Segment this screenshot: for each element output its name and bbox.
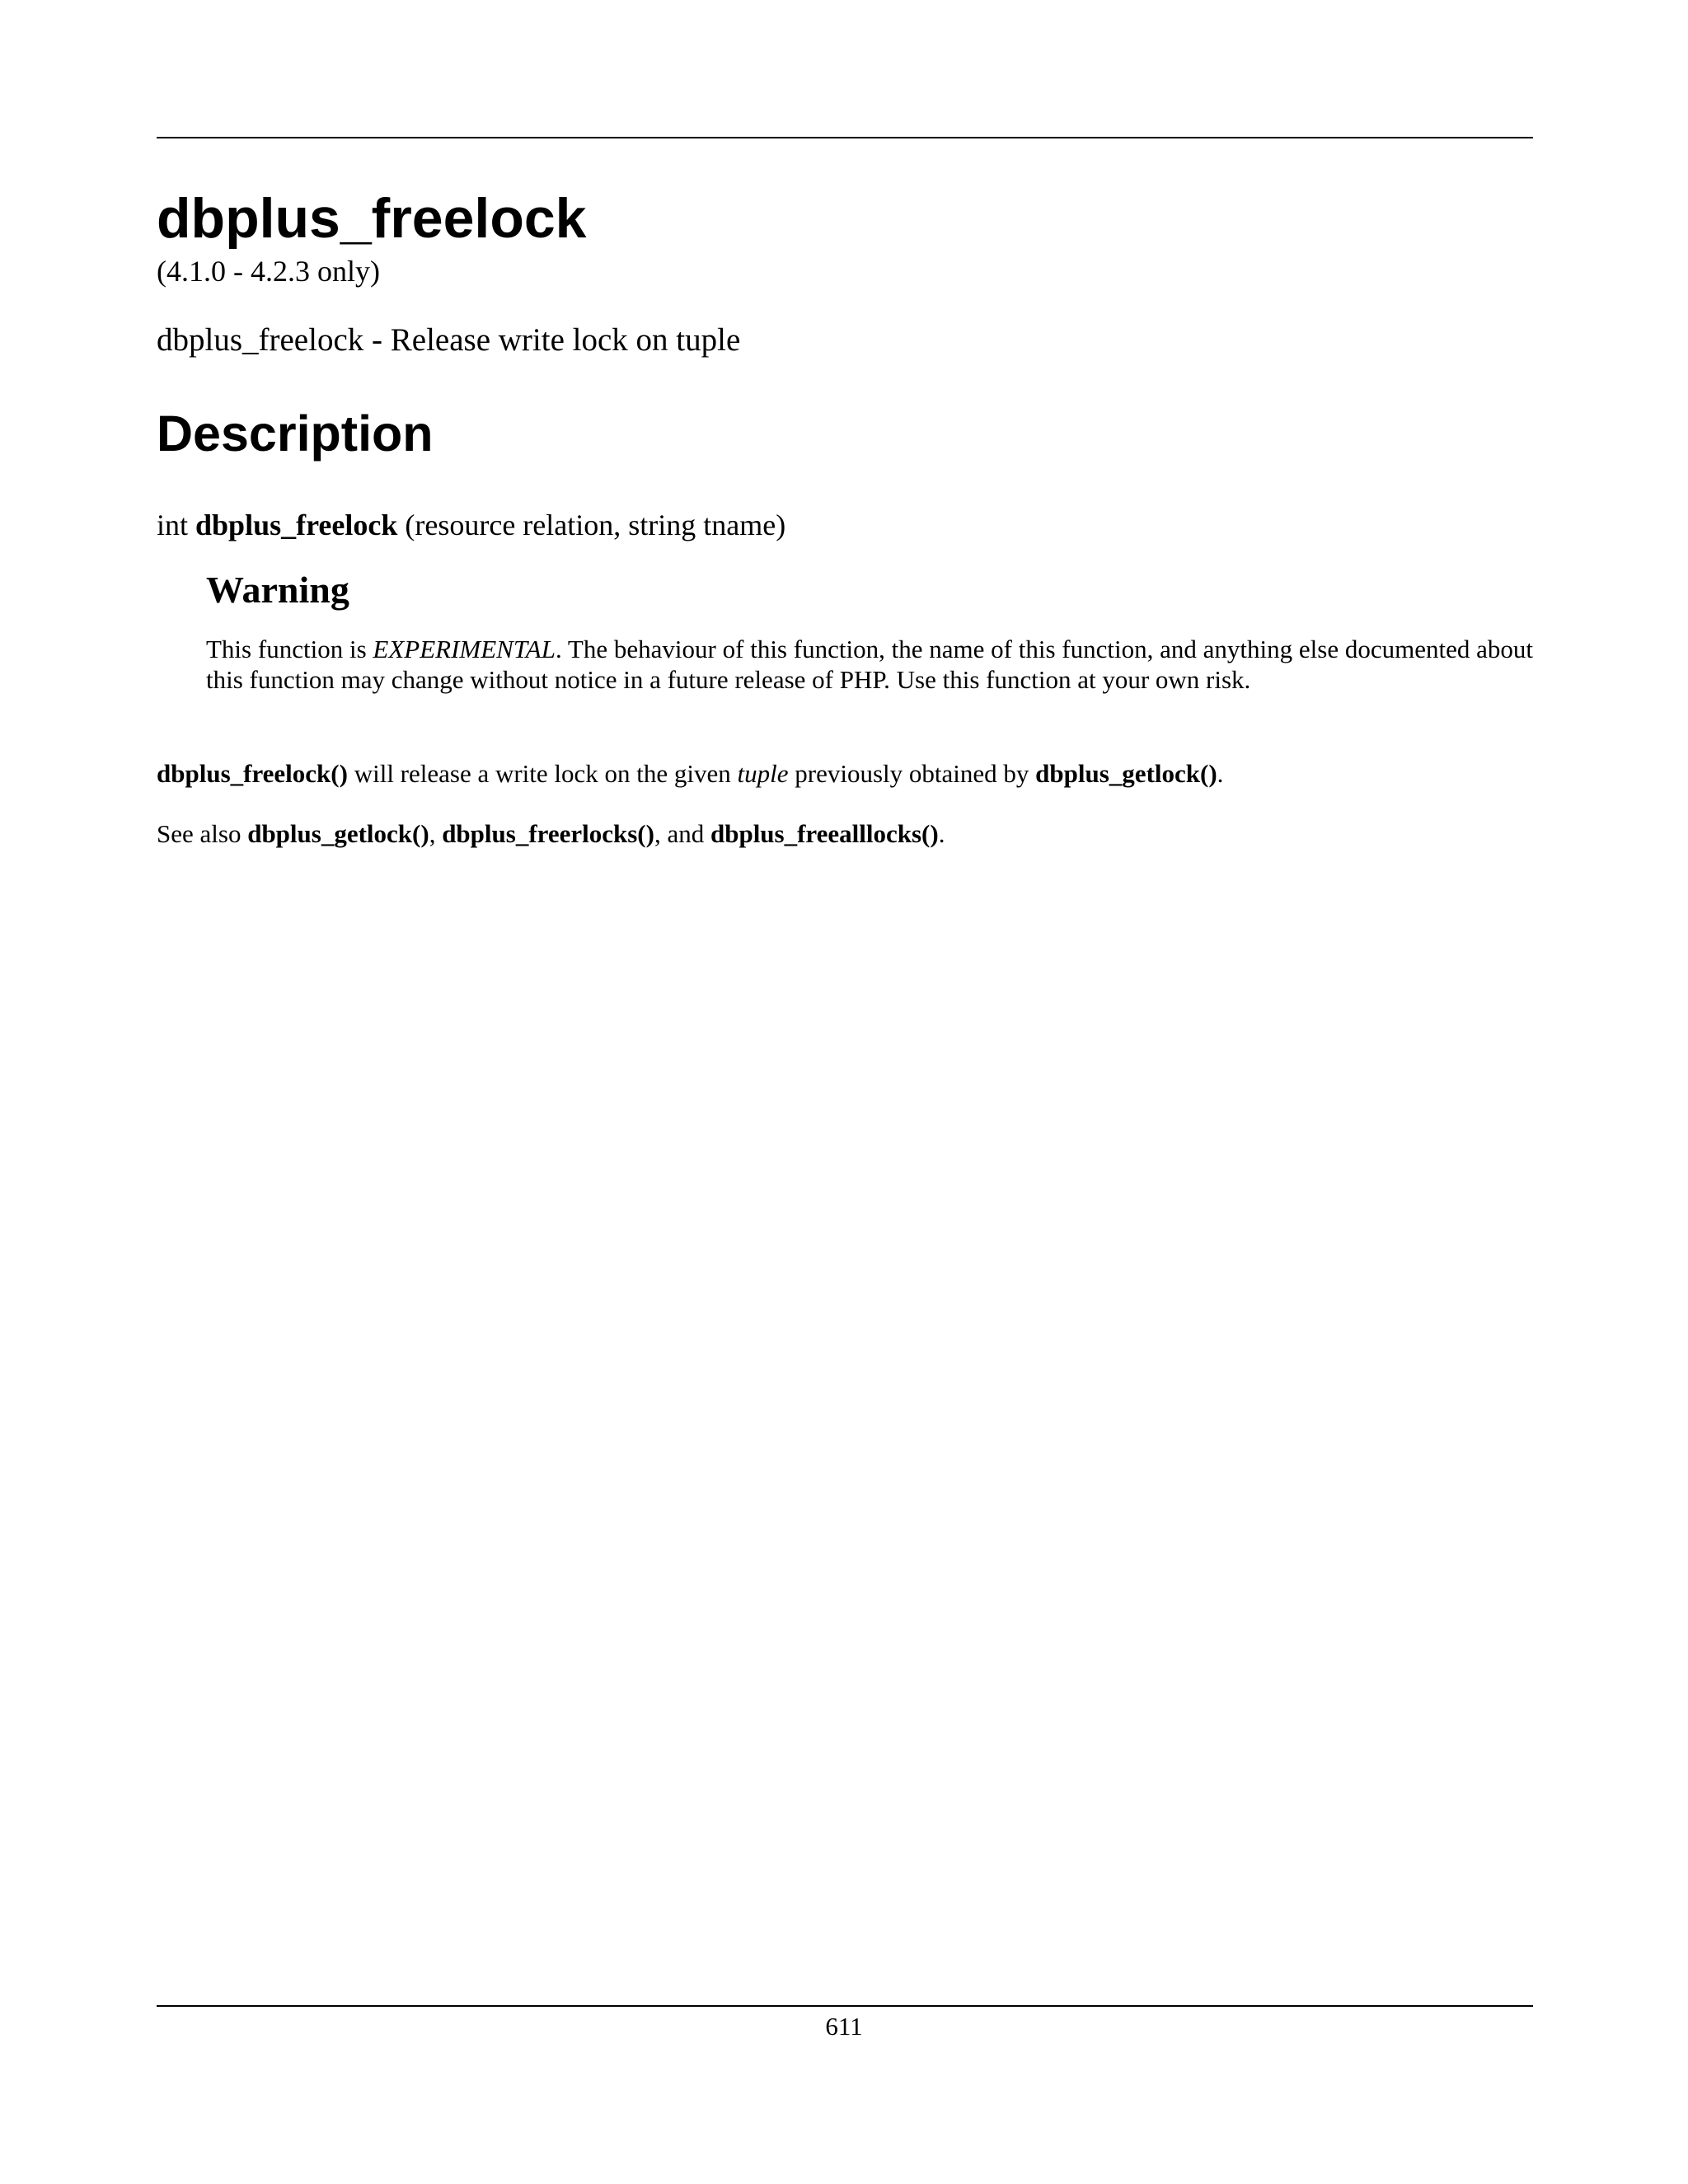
paragraph-text: previously obtained by (788, 759, 1036, 788)
function-name: dbplus_freelock (195, 509, 398, 541)
separator: , and (654, 819, 710, 848)
version-info: (4.1.0 - 4.2.3 only) (157, 255, 380, 288)
page-number: 611 (825, 2012, 863, 2041)
description-paragraph (157, 758, 1223, 789)
warning-title: Warning (206, 569, 349, 611)
separator: , (429, 819, 443, 848)
warning-box (206, 567, 1533, 695)
link-dbplus-getlock[interactable]: dbplus_getlock() (1035, 759, 1217, 788)
warning-text (206, 634, 1533, 695)
paragraph-end: . (1217, 759, 1224, 788)
see-also-prefix: See also (157, 819, 248, 848)
return-type: int (157, 509, 189, 541)
function-reference: dbplus_freelock() (157, 759, 348, 788)
paragraph-end: . (938, 819, 945, 848)
link-dbplus-getlock[interactable]: dbplus_getlock() (247, 819, 429, 848)
header-rule (157, 137, 1533, 138)
term-tuple: tuple (737, 759, 789, 788)
link-dbplus-freealllocks[interactable]: dbplus_freealllocks() (710, 819, 939, 848)
warning-text-before: This function is (206, 635, 373, 664)
page-title: dbplus_freelock (157, 187, 587, 250)
function-purpose: dbplus_freelock - Release write lock on tuple (157, 322, 741, 358)
warning-emphasis: EXPERIMENTAL (373, 635, 556, 664)
function-params: (resource relation, string tname) (405, 509, 786, 541)
see-also-paragraph (157, 818, 945, 849)
link-dbplus-freerlocks[interactable]: dbplus_freerlocks() (442, 819, 654, 848)
footer-rule (157, 2005, 1533, 2007)
function-synopsis (157, 508, 785, 543)
paragraph-text: will release a write lock on the given (347, 759, 738, 788)
warning-text-after: . The behaviour of this function, the name of this function, and anything else documented about this function may change without notice in a future release of PHP. Use this function at your own risk. (206, 635, 1533, 695)
section-heading-description: Description (157, 405, 434, 462)
